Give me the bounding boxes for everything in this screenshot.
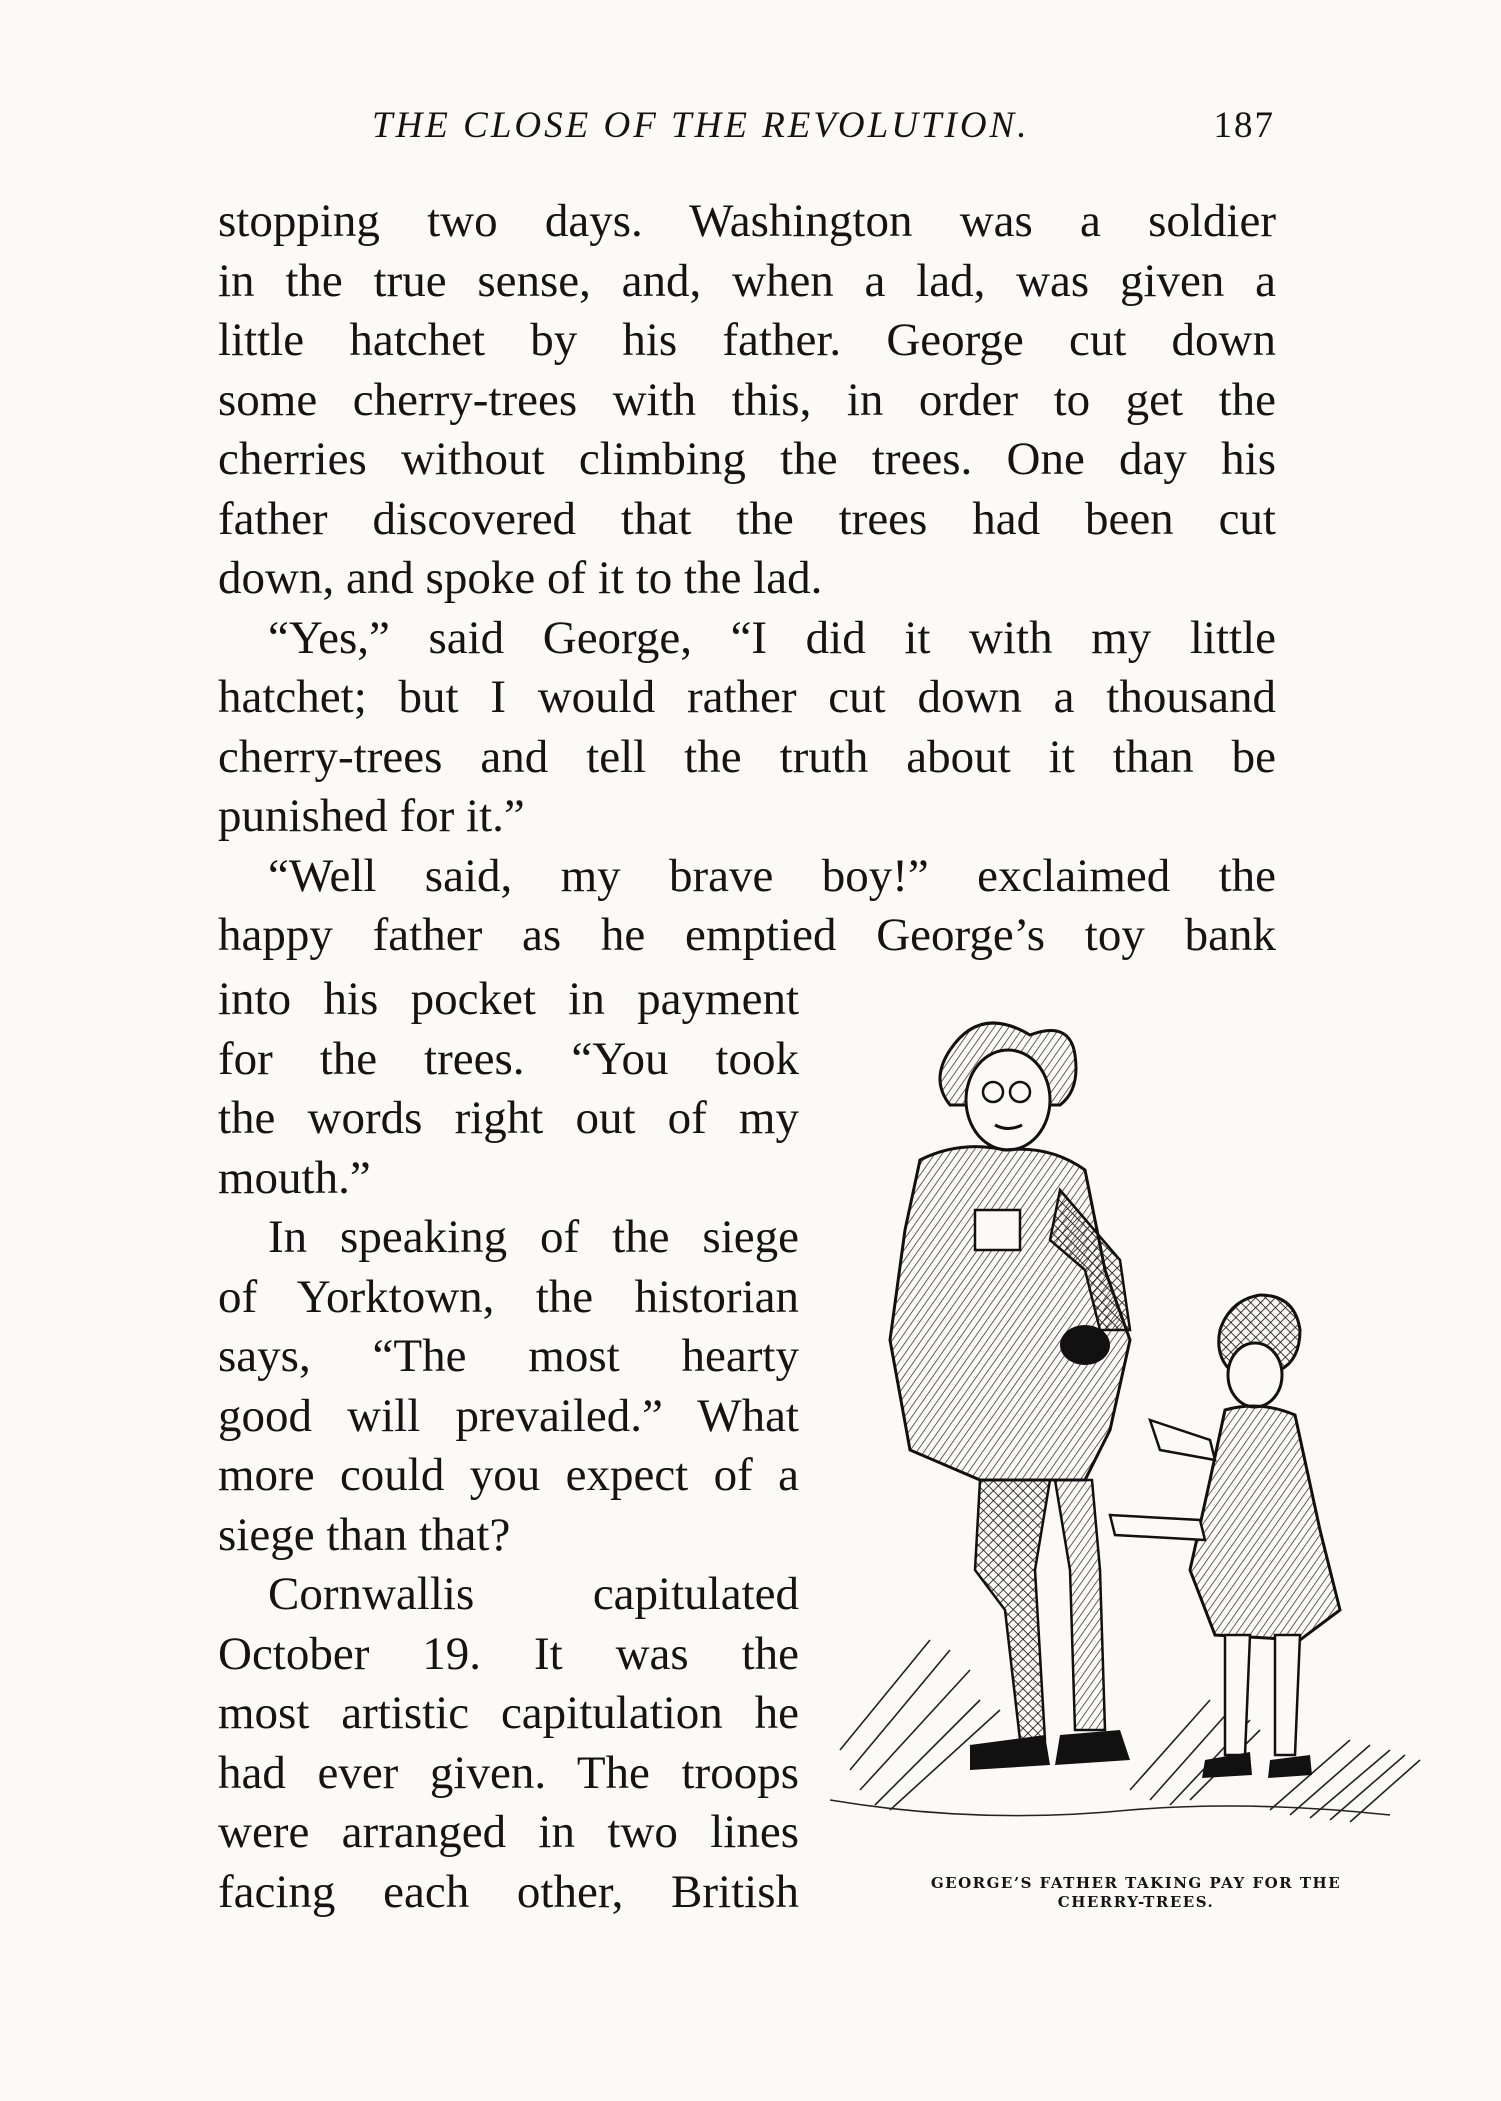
caption-line: GEORGE’S FATHER TAKING PAY FOR THE — [930, 1874, 1342, 1892]
text-line: some cherry-trees with this, in order to get the — [218, 373, 1276, 426]
page-number: 187 — [1213, 105, 1275, 146]
text-line: says, “The most hearty — [218, 1330, 799, 1382]
text-line: siege than that? — [218, 1508, 511, 1561]
text-line: father discovered that the trees had been cut — [218, 492, 1276, 545]
running-header — [372, 104, 1275, 154]
left-column-text — [218, 970, 799, 1922]
text-line: of Yorktown, the historian — [218, 1270, 799, 1323]
illustration — [830, 1010, 1460, 1840]
ground-shading — [830, 1640, 1420, 1822]
text-line: October 19. It was the — [218, 1627, 799, 1680]
text-line: “Yes,” said George, “I did it with my little — [268, 611, 1276, 664]
text-line: the words right out of my — [218, 1092, 799, 1144]
text-line: good will prevailed.” What — [218, 1389, 799, 1442]
text-line: down, and spoke of it to the lad. — [218, 552, 823, 604]
text-line: Cornwallis capitulated — [268, 1568, 799, 1620]
text-line: “Well said, my brave boy!” exclaimed the — [268, 849, 1276, 902]
text-line: happy father as he emptied George’s toy bank — [218, 909, 1276, 961]
text-line: punished for it.” — [218, 790, 525, 842]
illustration-drawing — [830, 1010, 1460, 1840]
text-line: in the true sense, and, when a lad, was given a — [218, 254, 1276, 307]
text-line: stopping two days. Washington was a soldier — [218, 195, 1276, 247]
text-line: more could you expect of a — [218, 1449, 799, 1501]
full-width-text — [218, 192, 1276, 966]
text-line: cherry-trees and tell the truth about it than be — [218, 730, 1276, 783]
text-line: little hatchet by his father. George cut down — [218, 314, 1276, 366]
boy-figure — [1110, 1295, 1340, 1778]
father-figure — [890, 1023, 1130, 1770]
text-line: into his pocket in payment — [218, 973, 799, 1025]
caption-line: CHERRY-TREES. — [1057, 1893, 1215, 1911]
text-line: were arranged in two lines — [218, 1806, 799, 1858]
text-line: mouth.” — [218, 1151, 371, 1204]
text-line: for the trees. “You took — [218, 1032, 799, 1085]
text-line: facing each other, British — [218, 1865, 799, 1918]
text-line: In speaking of the siege — [268, 1211, 799, 1263]
text-line: had ever given. The troops — [218, 1746, 799, 1799]
running-title: THE CLOSE OF THE REVOLUTION. — [372, 105, 1030, 146]
text-line: cherries without climbing the trees. One day his — [218, 433, 1276, 485]
text-line: most artistic capitulation he — [218, 1687, 799, 1739]
figure-caption — [856, 1874, 1416, 1912]
text-line: hatchet; but I would rather cut down a thousand — [218, 671, 1276, 723]
